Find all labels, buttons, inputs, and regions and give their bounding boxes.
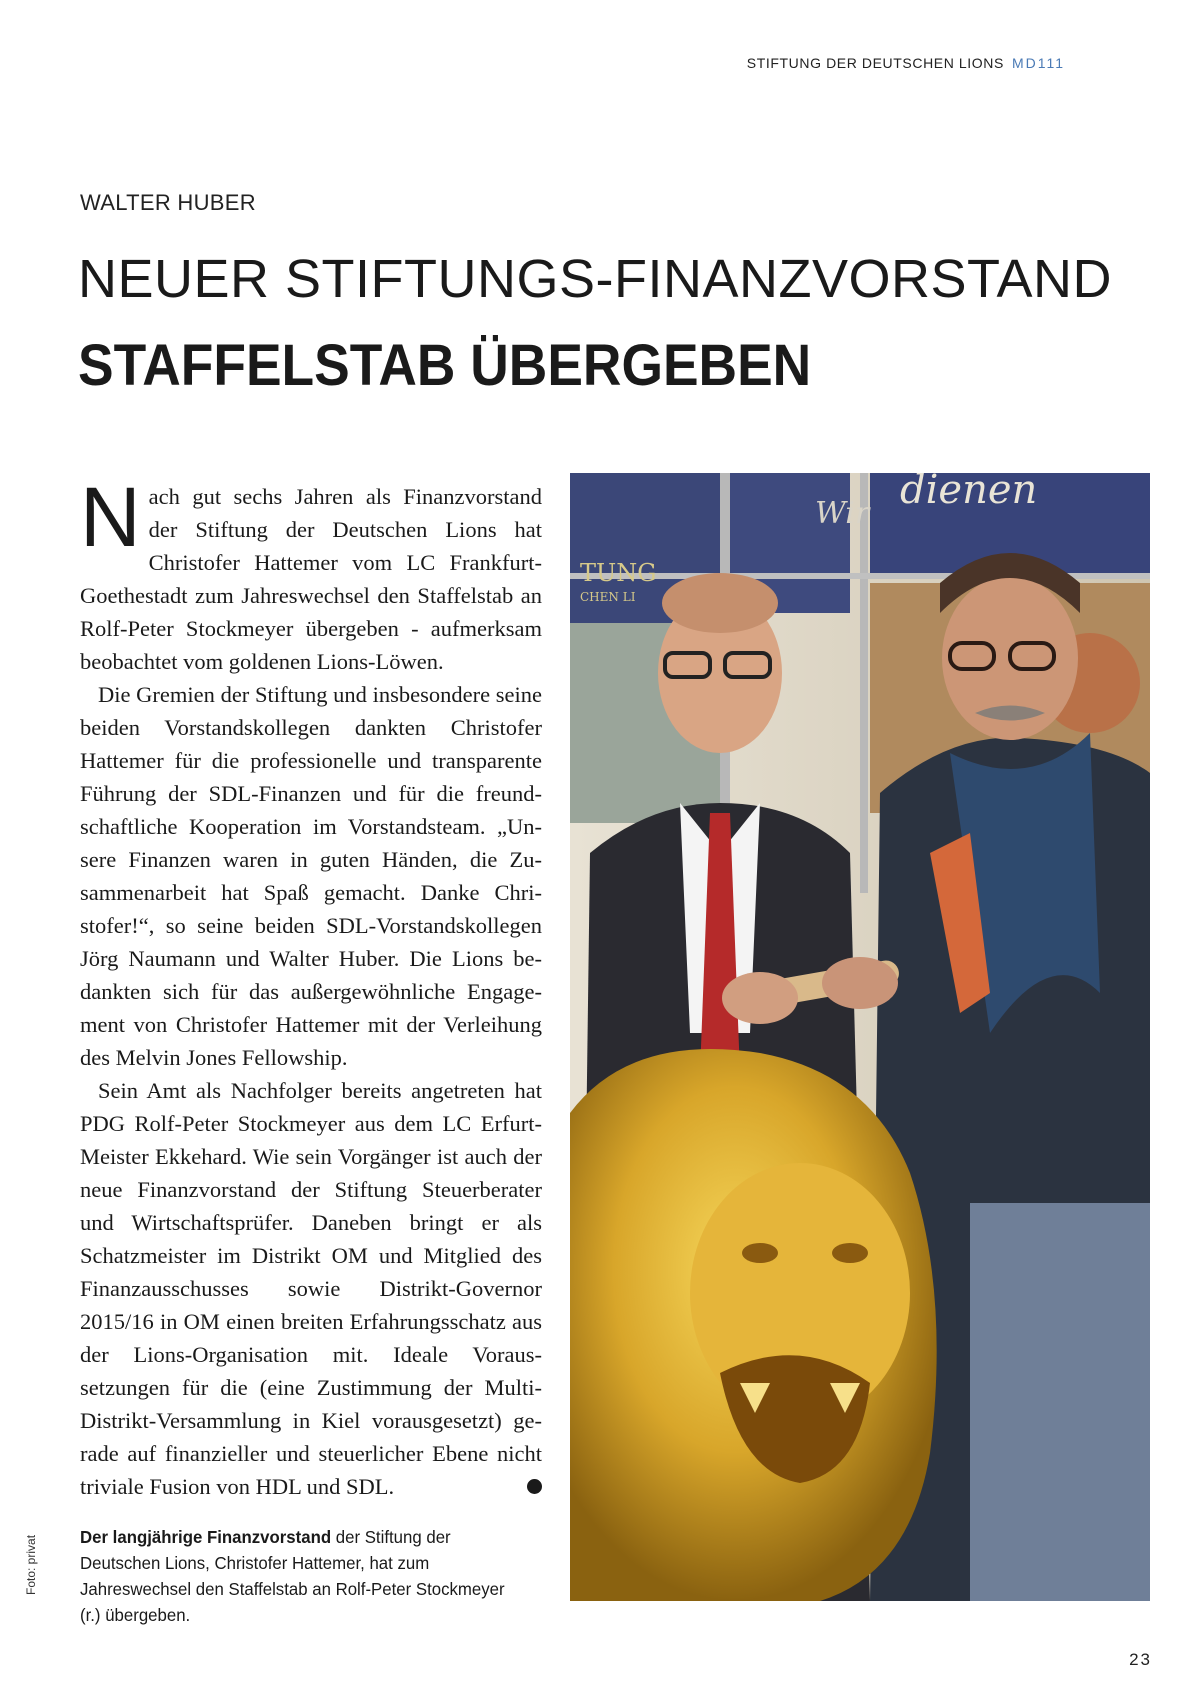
lions-end-mark-icon: L (527, 1479, 542, 1494)
paragraph-1 (80, 470, 542, 678)
paragraph-1-text: ach gut sechs Jahren als Finanzvorstand der Stiftung der Deutschen Lions hat Christofer Hattemer vom LC Frankfurt-Goethestadt zum Jahreswechsel den Staffelstab an Rolf-Peter Stockmeyer übergeben - aufmerksam beobachtet vom goldenen Lions-Löwen. (80, 484, 542, 674)
banner-fragment: TUNG (580, 559, 657, 587)
author-name: WALTER HUBER (80, 190, 256, 215)
photo-caption (80, 1524, 524, 1628)
paragraph-3 (80, 1074, 552, 1503)
banner-text: dienen (900, 473, 1038, 513)
page-number: 23 (1129, 1650, 1152, 1669)
section-title: STIFTUNG DER DEUTSCHEN LIONS (746, 55, 1004, 71)
article-photo (570, 473, 1150, 1601)
paragraph-2: Die Gremien der Stiftung und insbesondere seine beiden Vorstandskollegen dankten Christofer Hattemer für die professionelle und transparente Führung der SDL-Finanzen und für die freundschaftliche Kooperation im Vorstandsteam. „Unsere Finanzen waren in guten Händen, die Zusammenarbeit hat Spaß gemacht. Danke Christofer!“, so seine beiden SDL-Vorstandskollegen Jörg Naumann und Walter Huber. Die Lions bedankten sich für das außergewöhnliche Engagement von Christofer Hattemer mit der Verleihung des Melvin Jones Fellowship. (80, 682, 542, 1070)
paragraph-3-text: Sein Amt als Nachfolger bereits angetreten hat PDG Rolf-Peter Stockmeyer aus dem LC Erfurt-Meister Ekkehard. Wie sein Vorgänger ist auch der neue Finanzvorstand der Stiftung Steuerberater und Wirtschaftsprüfer. Daneben bringt er als Schatzmeister im Distrikt OM und Mitglied des Finanzausschusses sowie Distrikt-Governor 2015/16 in OM einen breiten Erfahrungsschatz aus der Lions-Organisation mit. Ideale Voraussetzungen für die (eine Zustimmung der Multi-Distrikt-Versammlung in Kiel vorausgesetzt) gerade auf finanzieller und steuerlicher Ebene nicht triviale Fusion von HDL und SDL. (80, 1078, 542, 1499)
photo-credit: Foto: privat (24, 1534, 38, 1595)
article-body (80, 470, 552, 1503)
running-header (747, 55, 1065, 71)
dropcap: N (80, 470, 141, 564)
article-title: NEUER STIFTUNGS-FINANZVORSTAND (78, 249, 1113, 309)
caption-text: der Stiftung der Deutschen Lions, Christofer Hattemer, hat zum Jahreswechsel den Staffelstab an Rolf-Peter Stockmeyer (r.) übergeben. (80, 1527, 505, 1625)
banner-fragment-2: CHEN LI (580, 590, 636, 604)
banner-text-small: Wir (815, 496, 870, 531)
article-subtitle: STAFFELSTAB ÜBERGEBEN (78, 333, 812, 398)
issue-label: MD111 (1011, 55, 1065, 71)
caption-lead: Der langjährige Finanzvorstand (80, 1527, 332, 1547)
